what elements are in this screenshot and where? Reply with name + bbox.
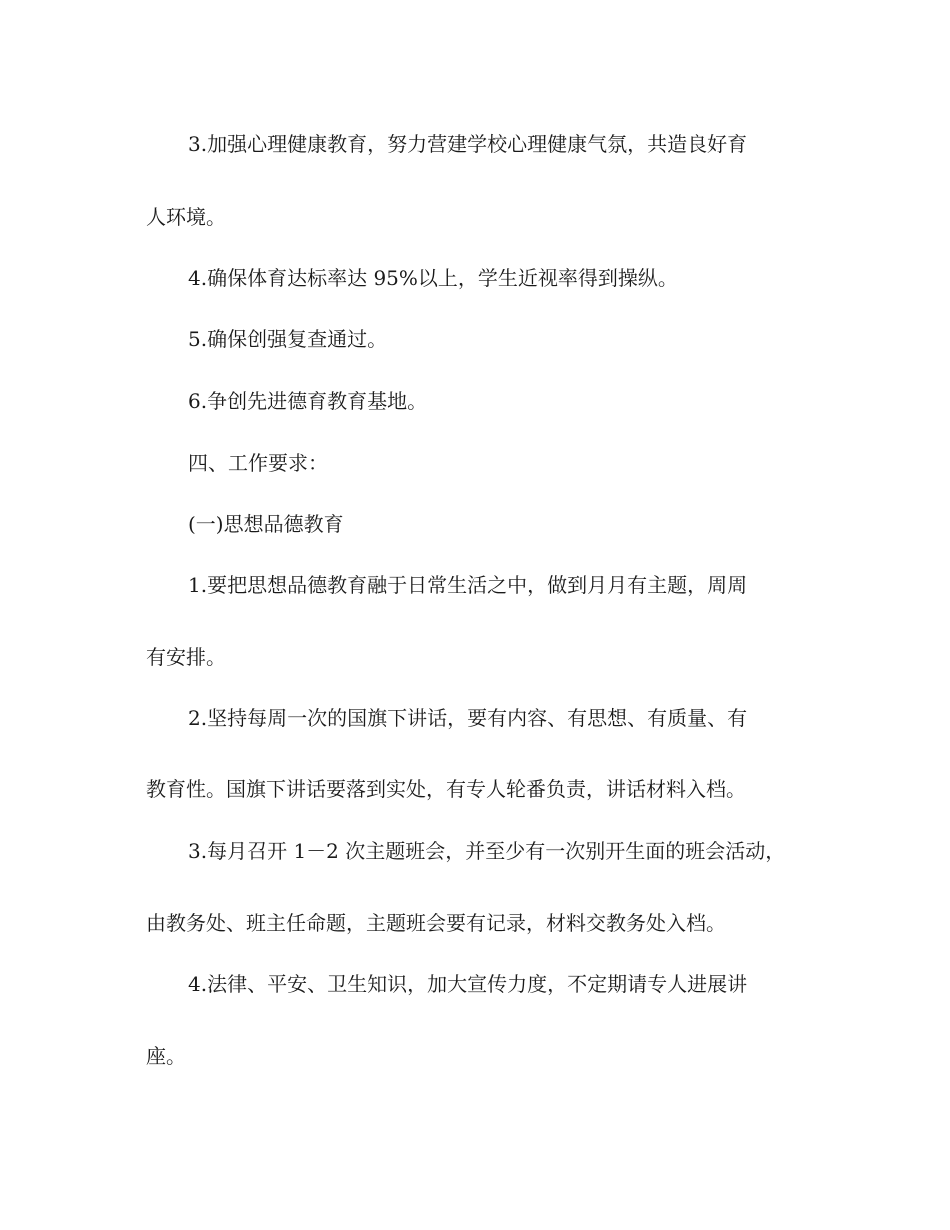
goal-5: 5.确保创强复查通过。 xyxy=(188,327,388,351)
item-3-line-2: 由教务处、班主任命题，主题班会要有记录，材料交教务处入档。 xyxy=(146,911,726,935)
item-3-line-1: 3.每月召开 1－2 次主题班会，并至少有一次别开生面的班会活动， xyxy=(188,839,786,863)
goal-3-line-1: 3.加强心理健康教育，努力营建学校心理健康气氛，共造良好育 xyxy=(188,132,748,156)
goal-3-line-2: 人环境。 xyxy=(146,205,226,229)
subsection-heading: (一)思想品德教育 xyxy=(188,512,344,536)
goal-6: 6.争创先进德育教育基地。 xyxy=(188,389,428,413)
item-1-line-2: 有安排。 xyxy=(146,645,226,669)
section-heading: 四、工作要求： xyxy=(188,451,328,475)
item-4-line-2: 座。 xyxy=(146,1044,186,1068)
item-4-line-1: 4.法律、平安、卫生知识，加大宣传力度，不定期请专人进展讲 xyxy=(188,972,748,996)
goal-4: 4.确保体育达标率达 95%以上，学生近视率得到操纵。 xyxy=(188,266,678,290)
item-2-line-2: 教育性。国旗下讲话要落到实处，有专人轮番负责，讲话材料入档。 xyxy=(146,777,746,801)
item-2-line-1: 2.坚持每周一次的国旗下讲话，要有内容、有思想、有质量、有 xyxy=(188,706,748,730)
item-1-line-1: 1.要把思想品德教育融于日常生活之中，做到月月有主题，周周 xyxy=(188,573,748,597)
